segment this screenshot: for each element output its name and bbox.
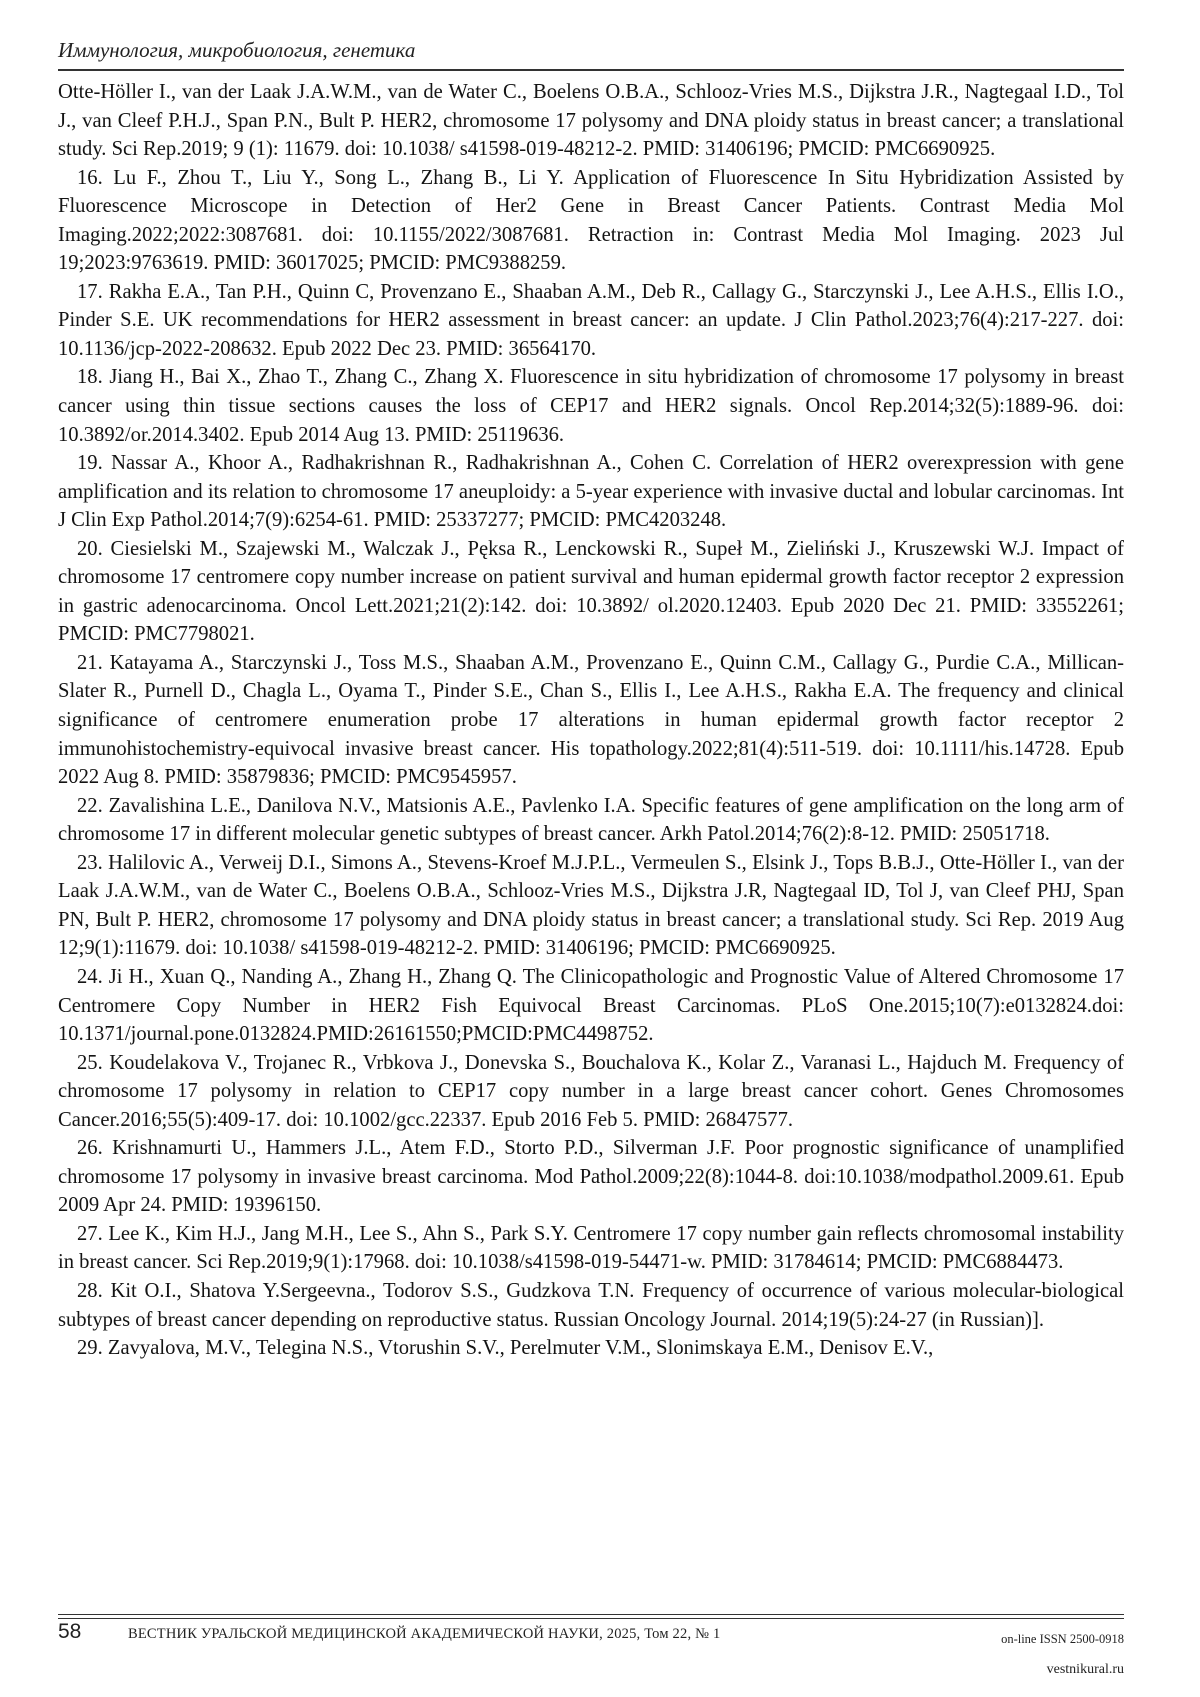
reference-item: 21. Katayama A., Starczynski J., Toss M.S., Shaaban A.M., Provenzano E., Quinn C.M., Callagy G., Purdie C.A., Millican-Slater R., Purnell D., Chagla L., Oyama T., Pinder S.E., Chan S., Ellis I., Lee A.H.S., Rakha E.A. The frequency and clinical significance of centromere enumeration probe 17 alterations in human epidermal growth factor receptor 2 immunohistochemistry-equivocal invasive breast cancer. His topathology.2022;81(4):511-519. doi: 10.1111/his.14728. Epub 2022 Aug 8. PMID: 35879836; PMCID: PMC9545957. (58, 649, 1124, 792)
reference-item: Otte-Höller I., van der Laak J.A.W.M., van de Water C., Boelens O.B.A., Schlooz-Vries M.S., Dijkstra J.R., Nagtegaal I.D., Tol J., van Cleef P.H.J., Span P.N., Bult P. HER2, chromosome 17 polysomy and DNA ploidy status in breast cancer; a translational study. Sci Rep.2019; 9 (1): 11679. doi: 10.1038/ s41598-019-48212-2. PMID: 31406196; PMCID: PMC6690925. (58, 78, 1124, 164)
reference-item: 28. Kit O.I., Shatova Y.Sergeevna., Todorov S.S., Gudzkova T.N. Frequency of occurrence of various molecular-biological subtypes of breast cancer depending on reproductive status. Russian Oncology Journal. 2014;19(5):24-27 (in Russian)]. (58, 1277, 1124, 1334)
page-number: 58 (58, 1620, 81, 1644)
reference-item: 16. Lu F., Zhou T., Liu Y., Song L., Zhang B., Li Y. Application of Fluorescence In Situ Hybridization Assisted by Fluorescence Microscope in Detection of Her2 Gene in Breast Cancer Patients. Contrast Media Mol Imaging.2022;2022:3087681. doi: 10.1155/2022/3087681. Retraction in: Contrast Media Mol Imaging. 2023 Jul 19;2023:9763619. PMID: 36017025; PMCID: PMC9388259. (58, 164, 1124, 278)
running-title: Иммунология, микробиология, генетика (58, 38, 415, 63)
reference-item: 27. Lee K., Kim H.J., Jang M.H., Lee S., Ahn S., Park S.Y. Centromere 17 copy number gain reflects chromosomal instability in breast cancer. Sci Rep.2019;9(1):17968. doi: 10.1038/s41598-019-54471-w. PMID: 31784614; PMCID: PMC6884473. (58, 1220, 1124, 1277)
footer-rule (58, 1614, 1124, 1615)
header-rule (58, 69, 1124, 71)
reference-item: 24. Ji H., Xuan Q., Nanding A., Zhang H., Zhang Q. The Clinicopathologic and Prognostic Value of Altered Chromosome 17 Centromere Copy Number in HER2 Fish Equivocal Breast Carcinomas. PLoS One.2015;10(7):e0132824.doi: 10.1371/journal.pone.0132824.PMID:26161550;PMCID:PMC4498752. (58, 963, 1124, 1049)
reference-item: 18. Jiang H., Bai X., Zhao T., Zhang C., Zhang X. Fluorescence in situ hybridization of chromosome 17 polysomy in breast cancer using thin tissue sections causes the loss of CEP17 and HER2 signals. Oncol Rep.2014;32(5):1889-96. doi: 10.3892/or.2014.3402. Epub 2014 Aug 13. PMID: 25119636. (58, 363, 1124, 449)
reference-item: 26. Krishnamurti U., Hammers J.L., Atem F.D., Storto P.D., Silverman J.F. Poor prognostic significance of unamplified chromosome 17 polysomy in invasive breast carcinoma. Mod Pathol.2009;22(8):1044-8. doi:10.1038/modpathol.2009.61. Epub 2009 Apr 24. PMID: 19396150. (58, 1134, 1124, 1220)
journal-name: ВЕСТНИК УРАЛЬСКОЙ МЕДИЦИНСКОЙ АКАДЕМИЧЕСКОЙ НАУКИ, 2025, Том 22, № 1 (128, 1626, 720, 1643)
reference-item: 19. Nassar A., Khoor A., Radhakrishnan R., Radhakrishnan A., Cohen C. Correlation of HER2 overexpression with gene amplification and its relation to chromosome 17 aneuploidy: a 5-year experience with invasive ductal and lobular carcinomas. Int J Clin Exp Pathol.2014;7(9):6254-61. PMID: 25337277; PMCID: PMC4203248. (58, 449, 1124, 535)
reference-item: 17. Rakha E.A., Tan P.H., Quinn C, Provenzano E., Shaaban A.M., Deb R., Callagy G., Starczynski J., Lee A.H.S., Ellis I.O., Pinder S.E. UK recommendations for HER2 assessment in breast cancer: an update. J Clin Pathol.2023;76(4):217-227. doi: 10.1136/jcp-2022-208632. Epub 2022 Dec 23. PMID: 36564170. (58, 278, 1124, 364)
reference-item: 29. Zavyalova, M.V., Telegina N.S., Vtorushin S.V., Perelmuter V.M., Slonimskaya E.M., Denisov E.V., (58, 1334, 1124, 1363)
issn: on-line ISSN 2500-0918 (1001, 1632, 1124, 1647)
reference-item: 23. Halilovic A., Verweij D.I., Simons A., Stevens-Kroef M.J.P.L., Vermeulen S., Elsink J., Tops B.B.J., Otte-Höller I., van der Laak J.A.W.M., van de Water C., Boelens O.B.A., Schlooz-Vries M.S., Dijkstra J.R, Nagtegaal ID, Tol J, van Cleef PHJ, Span PN, Bult P. HER2, chromosome 17 polysomy and DNA ploidy status in breast cancer; a translational study. Sci Rep. 2019 Aug 12;9(1):11679. doi: 10.1038/ s41598-019-48212-2. PMID: 31406196; PMCID: PMC6690925. (58, 849, 1124, 963)
reference-list (58, 78, 1124, 1363)
reference-item: 25. Koudelakova V., Trojanec R., Vrbkova J., Donevska S., Bouchalova K., Kolar Z., Varanasi L., Hajduch M. Frequency of chromosome 17 polysomy in relation to CEP17 copy number in a large breast cancer cohort. Genes Chromosomes Cancer.2016;55(5):409-17. doi: 10.1002/gcc.22337. Epub 2016 Feb 5. PMID: 26847577. (58, 1049, 1124, 1135)
footer-rule (58, 1618, 1124, 1619)
reference-item: 22. Zavalishina L.E., Danilova N.V., Matsionis A.E., Pavlenko I.A. Specific features of gene amplification on the long arm of chromosome 17 in different molecular genetic subtypes of breast cancer. Arkh Patol.2014;76(2):8-12. PMID: 25051718. (58, 792, 1124, 849)
website: vestnikural.ru (1047, 1662, 1124, 1678)
reference-item: 20. Ciesielski M., Szajewski M., Walczak J., Pęksa R., Lenckowski R., Supeł M., Zieliński J., Kruszewski W.J. Impact of chromosome 17 centromere copy number increase on patient survival and human epidermal growth factor receptor 2 expression in gastric adenocarcinoma. Oncol Lett.2021;21(2):142. doi: 10.3892/ ol.2020.12403. Epub 2020 Dec 21. PMID: 33552261; PMCID: PMC7798021. (58, 535, 1124, 649)
page (0, 0, 1200, 1697)
